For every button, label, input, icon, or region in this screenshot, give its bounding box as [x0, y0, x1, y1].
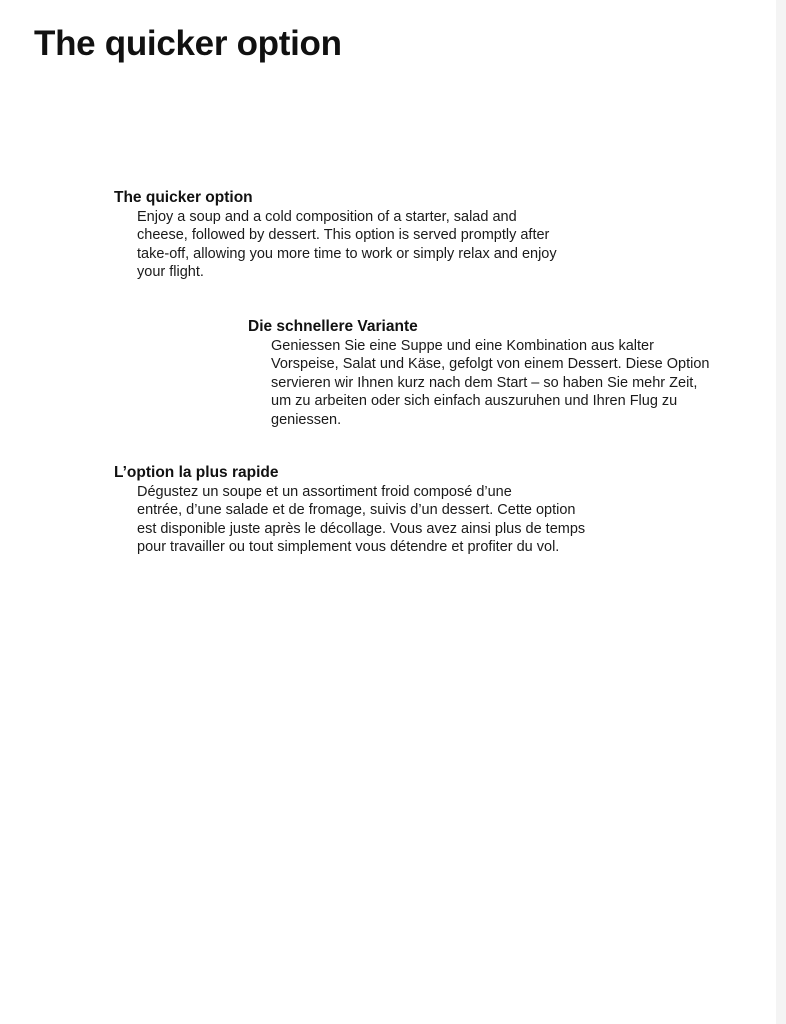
- body-line: entrée, d’une salade et de fromage, suivis d’un dessert. Cette option: [137, 502, 576, 518]
- section-body-german: [248, 337, 709, 430]
- section-english: [114, 189, 557, 282]
- section-heading-german: Die schnellere Variante: [248, 318, 418, 335]
- body-line: Vorspeise, Salat und Käse, gefolgt von einem Dessert. Diese Option: [271, 356, 710, 372]
- page-title: The quicker option: [34, 24, 342, 63]
- section-heading-english: The quicker option: [114, 189, 253, 206]
- body-line: Enjoy a soup and a cold composition of a starter, salad and: [137, 208, 517, 225]
- body-line: your flight.: [137, 264, 204, 280]
- body-line: cheese, followed by dessert. This option is served promptly after: [137, 227, 550, 243]
- body-line: pour travailler ou tout simplement vous détendre et profiter du vol.: [137, 539, 560, 555]
- body-line: Geniessen Sie eine Suppe und eine Kombination aus kalter: [271, 337, 654, 354]
- body-line: take-off, allowing you more time to work or simply relax and enjoy: [137, 245, 557, 262]
- section-german: [248, 318, 709, 429]
- body-line: servieren wir Ihnen kurz nach dem Start – so haben Sie mehr Zeit,: [271, 374, 698, 391]
- body-line: Dégustez un soupe et un assortiment froid composé d’une: [137, 483, 512, 500]
- section-body-french: [114, 483, 585, 557]
- body-line: um zu arbeiten oder sich einfach auszuruhen und Ihren Flug zu: [271, 393, 678, 409]
- section-heading-french: L’option la plus rapide: [114, 464, 279, 481]
- body-line: geniessen.: [271, 411, 342, 428]
- body-line: est disponible juste après le décollage. Vous avez ainsi plus de temps: [137, 520, 586, 537]
- page-edge-shade: [776, 0, 786, 1024]
- section-french: [114, 464, 585, 557]
- section-body-english: [114, 208, 557, 282]
